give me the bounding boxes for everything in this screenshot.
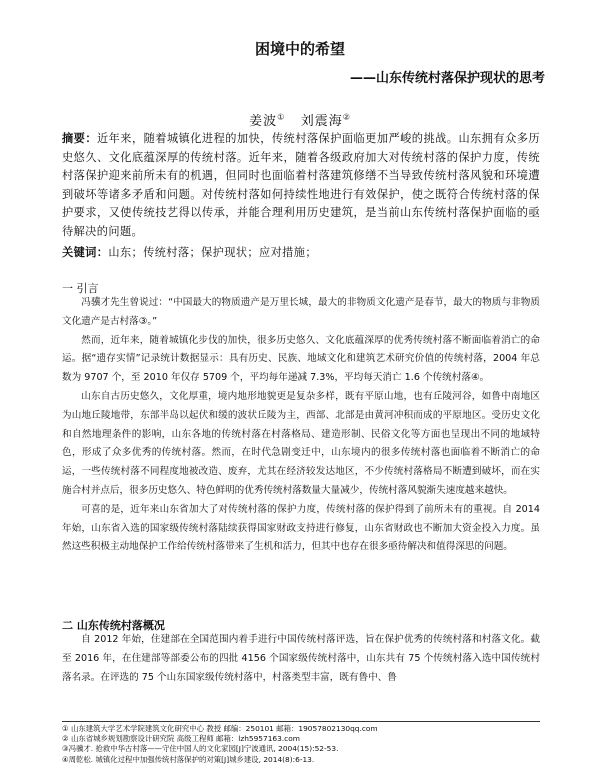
keywords-text: 山东；传统村落；保护现状；应对措施； <box>108 246 317 259</box>
section-introduction-body <box>62 294 540 557</box>
author-name: 姜波 <box>249 114 278 129</box>
footnote: ③冯骥才. 抢救中华古村落——守住中国人的文化家园[J]宁波通讯, 2004(15):52-53. <box>62 744 339 754</box>
keywords-label: 关键词： <box>62 245 109 259</box>
paper-title: 困境中的希望 <box>254 40 345 58</box>
author-footnote-mark: ② <box>342 112 351 122</box>
author-name: 刘震海 <box>300 114 343 129</box>
abstract-label: 摘要： <box>62 131 97 145</box>
keywords <box>62 244 540 260</box>
paragraph: 然而，近年来，随着城镇化步伐的加快，很多历史悠久、文化底蕴深厚的优秀传统村落不断面临着消亡的命运。据“遗存实情”记录统计数据显示：具有历史、民族、地域文化和建筑艺术研究价值的传统村落，2004 年总数为 9707 个，至 2010 年仅存 5709 个，平均每年递减 7.3%，平均每天消亡 1.6 个传统村落④。 <box>62 334 540 384</box>
abstract-text: 近年来，随着城镇化进程的加快，传统村落保护面临更加严峻的挑战。山东拥有众多历史悠久、文化底蕴深厚的传统村落。近年来，随着各级政府加大对传统村落的保护力度，传统村落保护迎来前所未有的机遇，但同时也面临着村落建筑修缮不当导致传统村落风貌和环境遭到破坏等诸多矛盾和问题。对传统村落如何持续性地进行有效保护，使之既符合传统村落的保护要求，又使传统技艺得以传承，并能合理利用历史建筑，是当前山东传统村落保护面临的亟待解决的问题。 <box>62 132 540 238</box>
abstract <box>62 129 540 242</box>
footnote: ② 山东省城乡规划勘察设计研究院 高级工程师 邮箱：lzh5957163.com <box>62 734 300 744</box>
footnotes <box>62 724 540 765</box>
paragraph: 自 2012 年始，住建部在全国范围内着手进行中国传统村落评选，旨在保护优秀的传统村落和村落文化。截至 2016 年，在住建部等部委公布的四批 4156 个国家级传统村落中，山东共有 75 个传统村落入选中国传统村落名录。在评选的 75 个山东国家级传统村落中，村落类型丰富，既有鲁中、鲁 <box>62 634 540 683</box>
paragraph: 冯骥才先生曾说过：“中国最大的物质遗产是万里长城，最大的非物质文化遗产是春节，最大的物质与非物质文化遗产是古村落③。” <box>62 297 540 327</box>
section-heading-introduction: 一 引言 <box>62 282 99 295</box>
section-heading-overview: 二 山东传统村落概况 <box>62 619 165 632</box>
section-overview-body <box>62 631 540 687</box>
paper-subtitle: ——山东传统村落保护现状的思考 <box>349 71 545 86</box>
paragraph: 可喜的是，近年来山东省加大了对传统村落的保护力度，传统村落的保护得到了前所未有的重视。自 2014 年始，山东省入选的国家级传统村落陆续获得国家财政支持进行修复，山东省财政也不断加大资金投入力度。虽然这些积极主动地保护工作给传统村落带来了生机和活力，但其中也存在很多亟待解决和值得深思的问题。 <box>62 503 540 553</box>
footnote-divider <box>62 721 540 722</box>
author-line <box>0 110 600 129</box>
footnote: ④周乾松. 城镇化过程中加强传统村落保护的对策[J]城乡建设, 2014(8):6-13. <box>62 754 315 764</box>
author-footnote-mark: ① <box>277 112 286 122</box>
paragraph: 山东自古历史悠久，文化厚重，境内地形地貌更是复杂多样，既有平原山地，也有丘陵河谷，如鲁中南地区为山地丘陵地带，东部半岛以起伏和缓的波状丘陵为主，西部、北部是由黄河冲积而成的平原地区。受历史文化和自然地理条件的影响，山东各地的传统村落在村落格局、建造形制、民俗文化等方面也呈现出不同的地域特色，形成了众多优秀的传统村落。然而，在时代急剧变迁中，山东境内的很多传统村落也面临着不断消亡的命运，一些传统村落不同程度地被改造、废弃，尤其在经济较发达地区，不少传统村落格局不断遭到破坏，而在实施合村并点后，很多历史悠久、特色鲜明的优秀传统村落数量大量减少，传统村落风貌渐失速度越来越快。 <box>62 390 540 496</box>
footnote: ① 山东建筑大学艺术学院建筑文化研究中心 教授 邮编：250101 邮箱：19057802130qq.com <box>62 724 378 733</box>
